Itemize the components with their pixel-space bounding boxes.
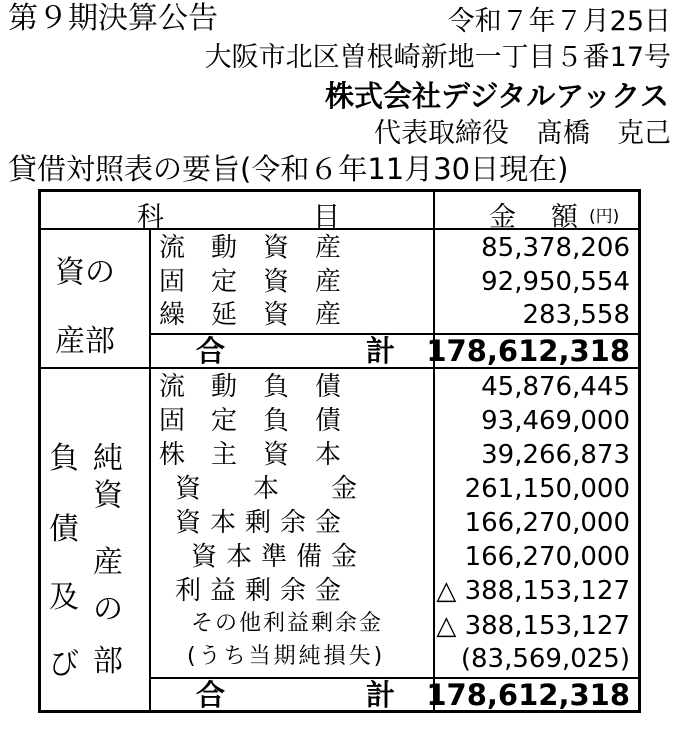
header-subject-2: 目 (313, 202, 340, 233)
notice-title: 第９期決算公告 (8, 1, 218, 36)
liab-item-amount: 166,270,000 (464, 542, 630, 572)
asset-item-label: 流 動 資 産 (159, 233, 342, 263)
liab-item-amount: 93,469,000 (481, 406, 630, 436)
net-assets-label: の (93, 592, 123, 627)
company-name: 株式会社デジタルアックス (325, 79, 669, 113)
liab-item-amount: (83,569,025) (460, 644, 630, 674)
liab-item-amount: 39,266,873 (481, 440, 630, 470)
liab-left-label: 及 (49, 580, 79, 615)
net-assets-label: 部 (93, 644, 123, 679)
assets-total-label-1: 合 (196, 334, 226, 368)
asset-item-label: 固 定 資 産 (159, 267, 342, 297)
liab-total-amount: 178,612,318 (426, 678, 630, 712)
net-assets-label: 純 (93, 441, 123, 476)
liab-item-label: 資本剰余金 (175, 508, 351, 538)
assets-total-label-2: 計 (366, 334, 396, 368)
liab-item-label: 流 動 負 債 (159, 372, 342, 402)
amount-column-divider (433, 192, 435, 710)
liab-left-label: 負 (49, 441, 79, 476)
header-unit: (円) (589, 207, 620, 227)
category-column-divider (149, 228, 151, 710)
liab-item-label: (うち当期純損失) (187, 644, 386, 669)
liab-total-label-1: 合 (196, 678, 226, 712)
company-address: 大阪市北区曽根崎新地一丁目５番17号 (204, 42, 671, 73)
asset-item-amount: 283,558 (522, 300, 630, 330)
balance-sheet-subtitle: 貸借対照表の要旨(令和６年11月30日現在) (8, 152, 569, 186)
liab-left-label: 債 (49, 512, 79, 547)
liab-item-label: 利益剰余金 (175, 576, 351, 606)
asset-item-amount: 85,378,206 (481, 233, 630, 263)
liab-item-amount: 261,150,000 (464, 474, 630, 504)
liab-item-amount: 45,876,445 (481, 372, 630, 402)
liab-total-label-2: 計 (366, 678, 396, 712)
liab-item-amount: △ 388,153,127 (436, 576, 630, 606)
header-amount-2: 額 (551, 202, 578, 233)
representative: 代表取締役 髙橋 克己 (374, 118, 671, 149)
header-subject-1: 科 (137, 202, 164, 233)
liab-item-amount: △ 388,153,127 (436, 611, 630, 641)
header-amount-1: 金 (489, 202, 516, 233)
net-assets-label: 産 (93, 545, 123, 580)
liab-item-label: 資本準備金 (191, 542, 367, 572)
assets-label-top: 資の (55, 255, 115, 290)
asset-item-amount: 92,950,554 (481, 267, 630, 297)
asset-item-label: 繰 延 資 産 (159, 300, 342, 330)
assets-label-bottom: 産部 (55, 324, 115, 359)
liab-item-label: その他利益剰余金 (191, 611, 384, 636)
liab-item-amount: 166,270,000 (464, 508, 630, 538)
liab-item-label: 固 定 負 債 (159, 406, 342, 436)
balance-sheet-table (38, 189, 641, 713)
net-assets-label: 資 (93, 478, 123, 513)
notice-date: 令和７年７月25日 (447, 6, 671, 37)
liab-item-label: 資 本 金 (175, 474, 358, 504)
liab-left-label: び (49, 647, 79, 682)
assets-total-amount: 178,612,318 (426, 334, 630, 368)
liab-item-label: 株 主 資 本 (159, 440, 342, 470)
